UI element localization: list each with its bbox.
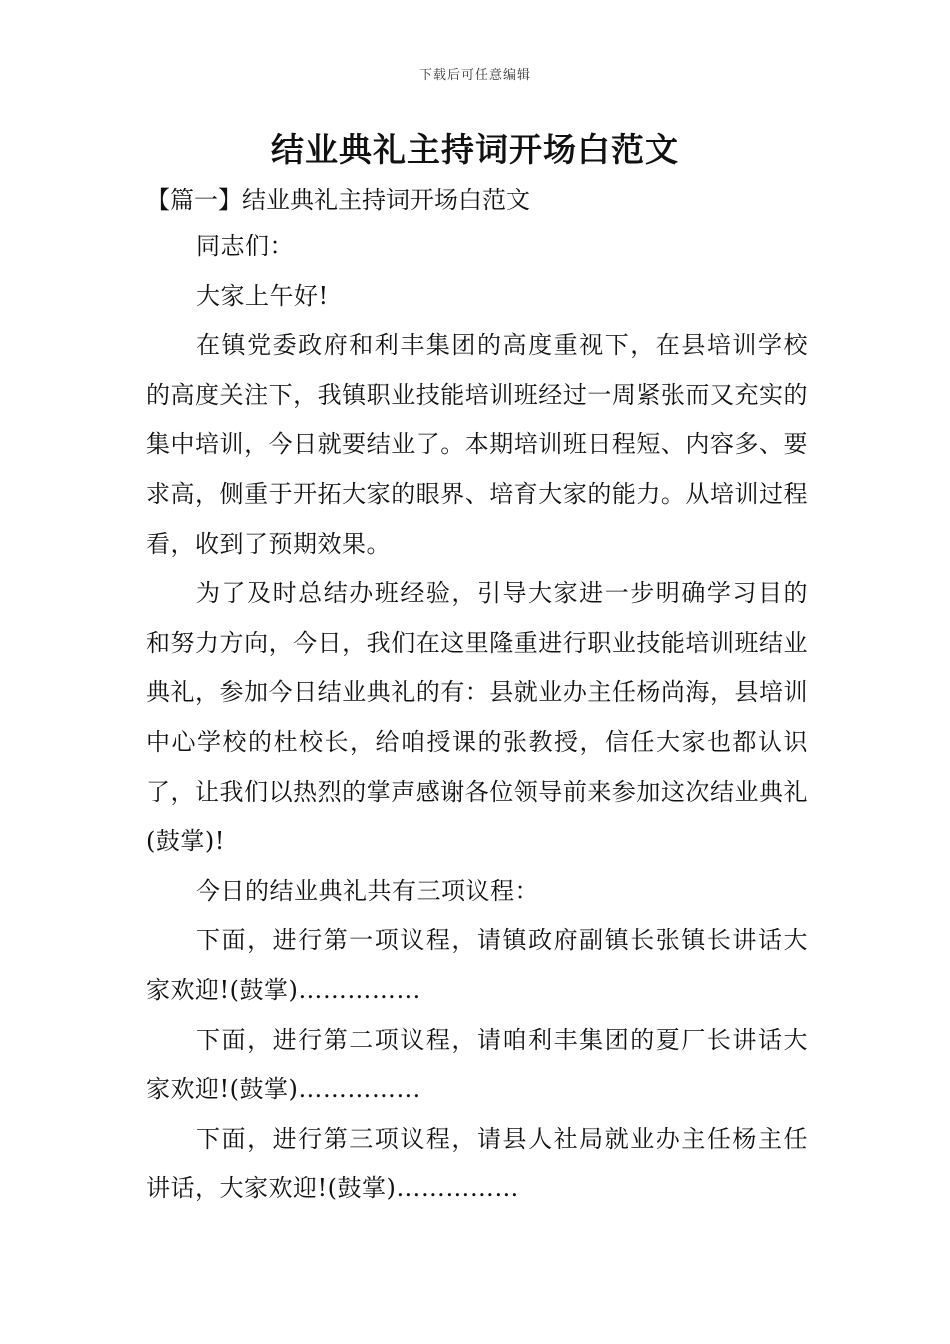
document-body: [146, 222, 808, 1214]
paragraph-agenda-item-1: 下面，进行第一项议程，请镇政府副镇长张镇长讲话大家欢迎!(鼓掌)……………: [146, 926, 808, 1004]
section-heading: 【篇一】结业典礼主持词开场白范文: [146, 186, 530, 214]
paragraph-agenda-item-2: 下面，进行第二项议程，请咱利丰集团的夏厂长讲话大家欢迎!(鼓掌)……………: [146, 1025, 808, 1104]
paragraph-ceremony: 为了及时总结办班经验，引导大家进一步明确学习目的和努力方向，今日，我们在这里隆重进行职业技能培训班结业典礼，参加今日结业典礼的有：县就业办主任杨尚海，县培训中心学校的杜校长，给咱授课的张教授，信任大家也都认识了，让我们以热烈的掌声感谢各位领导前来参加这次结业典礼(鼓掌)!: [146, 579, 808, 856]
document-title: 结业典礼主持词开场白范文: [271, 130, 679, 169]
header-note: 下载后可任意编辑: [418, 68, 531, 83]
paragraph-greeting: 同志们：: [196, 232, 294, 260]
paragraph-agenda: 今日的结业典礼共有三项议程：: [196, 876, 539, 905]
paragraph-salutation: 大家上午好!: [196, 281, 329, 310]
paragraph-intro: 在镇党委政府和利丰集团的高度重视下，在县培训学校的高度关注下，我镇职业技能培训班经过一周紧张而又充实的集中培训，今日就要结业了。本期培训班日程短、内容多、要求高，侧重于开拓大家的眼界、培育大家的能力。从培训过程看，收到了预期效果。: [146, 331, 808, 558]
paragraph-agenda-item-3: 下面，进行第三项议程，请县人社局就业办主任杨主任讲话，大家欢迎!(鼓掌)……………: [146, 1124, 808, 1203]
